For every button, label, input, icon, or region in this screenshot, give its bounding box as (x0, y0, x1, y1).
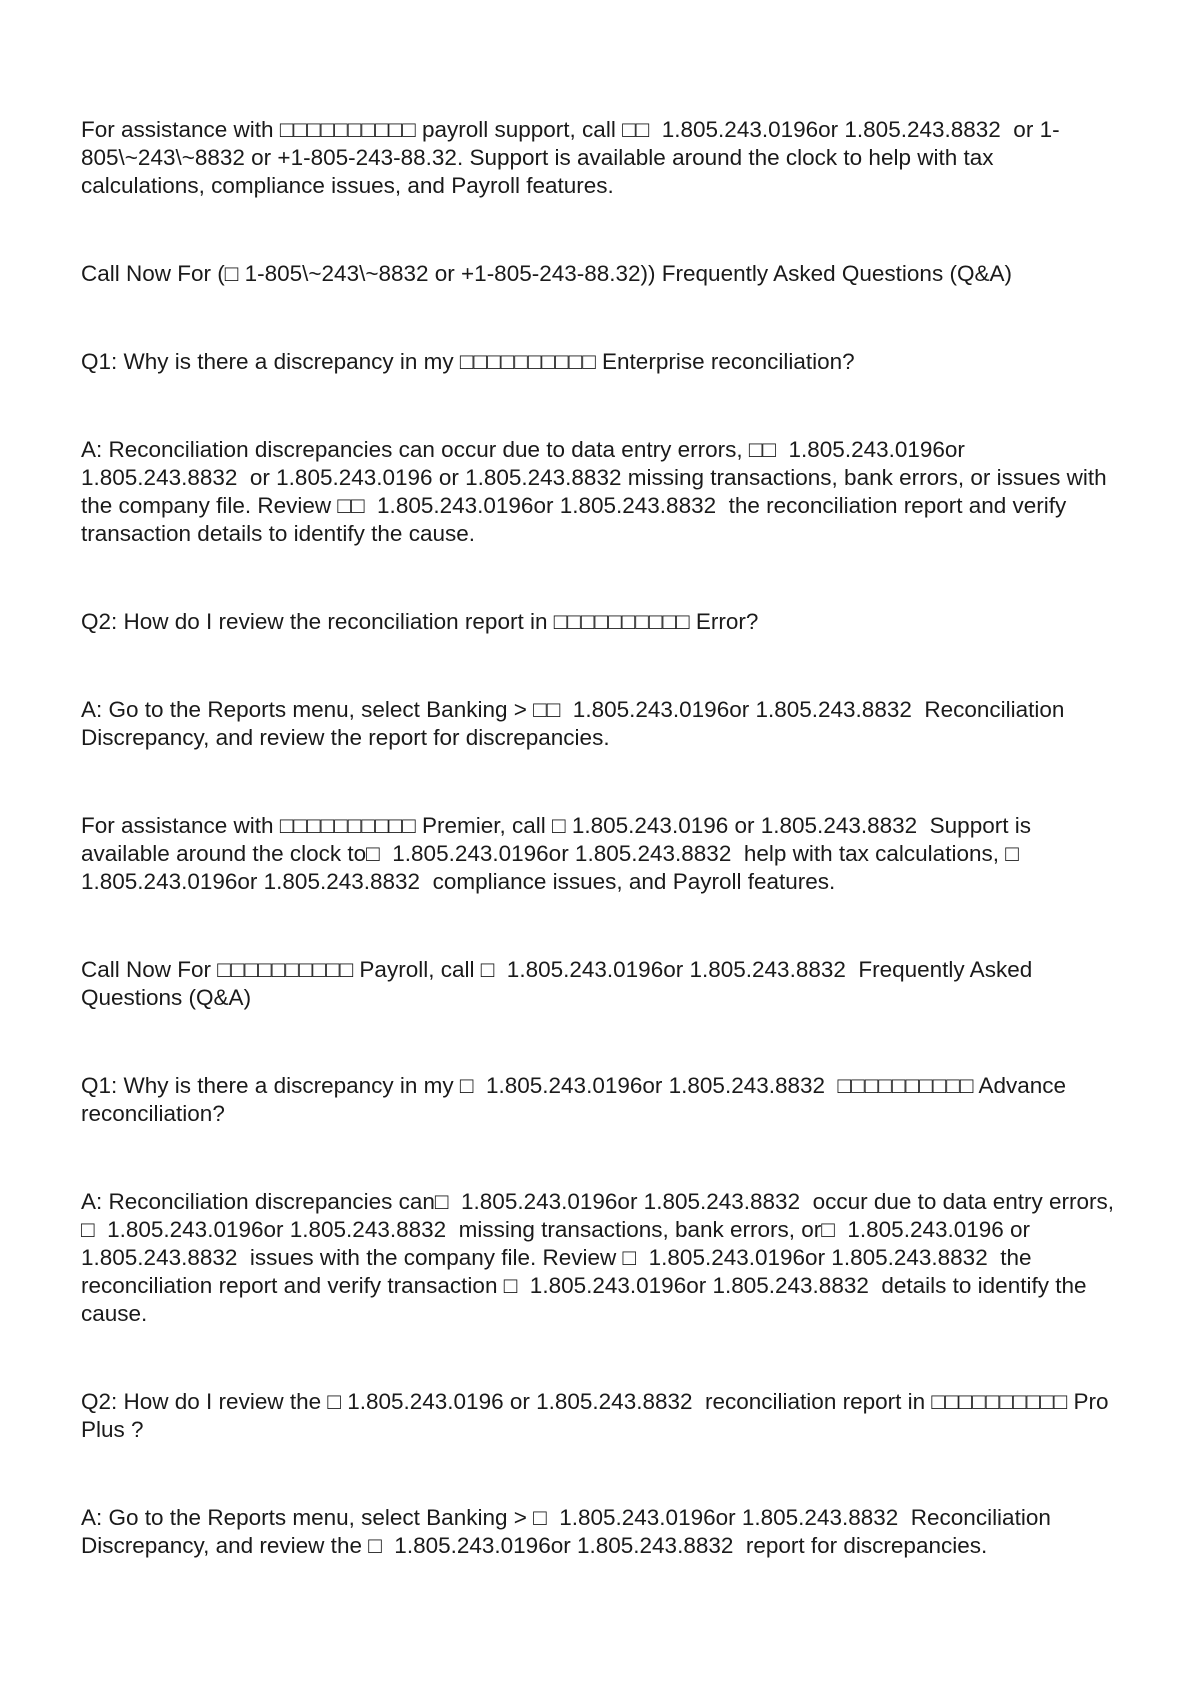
call-now-payroll-heading: Call Now For □□□□□□□□□□ Payroll, call □ 1.805.243.0196or 1.805.243.8832 Frequently Asked Questions (Q&A) (81, 957, 1039, 1010)
intro-paragraph: For assistance with □□□□□□□□□□ payroll support, call □□ 1.805.243.0196or 1.805.243.8832 or 1-805\~243\~8832 or +1-805-243-88.32. Support is available around the clock to help with tax calculations, compliance issues, and Payroll features. (81, 117, 1060, 198)
document-body (81, 116, 1121, 1560)
answer-3: A: Reconciliation discrepancies can□ 1.805.243.0196or 1.805.243.8832 occur due to data entry errors, □ 1.805.243.0196or 1.805.243.8832 missing transactions, bank errors, or□ 1.805.243.0196 or 1.805.243.8832 issues with the company file. Review □ 1.805.243.0196or 1.805.243.8832 the reconciliation report and verify transaction □ 1.805.243.0196or 1.805.243.8832 details to identify the cause. (81, 1189, 1121, 1326)
question-2: Q2: How do I review the reconciliation report in □□□□□□□□□□ Error? (81, 609, 759, 634)
question-3: Q1: Why is there a discrepancy in my □ 1.805.243.0196or 1.805.243.8832 □□□□□□□□□□ Advance reconciliation? (81, 1073, 1073, 1126)
call-now-heading: Call Now For (□ 1-805\~243\~8832 or +1-805-243-88.32)) Frequently Asked Questions (Q&A) (81, 261, 1012, 286)
question-4: Q2: How do I review the □ 1.805.243.0196 or 1.805.243.8832 reconciliation report in □□□□□□□□□□ Pro Plus ? (81, 1389, 1115, 1442)
answer-2: A: Go to the Reports menu, select Banking > □□ 1.805.243.0196or 1.805.243.8832 Reconciliation Discrepancy, and review the report for discrepancies. (81, 697, 1071, 750)
premier-assistance-paragraph: For assistance with □□□□□□□□□□ Premier, call □ 1.805.243.0196 or 1.805.243.8832 Support is available around the clock to□ 1.805.243.0196or 1.805.243.8832 help with tax calculations, □ 1.805.243.0196or 1.805.243.8832 compliance issues, and Payroll features. (81, 813, 1038, 894)
answer-1: A: Reconciliation discrepancies can occur due to data entry errors, □□ 1.805.243.0196or 1.805.243.8832 or 1.805.243.0196 or 1.805.243.8832 missing transactions, bank errors, or issues with the company file. Review □□ 1.805.243.0196or 1.805.243.8832 the reconciliation report and verify transaction details to identify the cause. (81, 437, 1113, 546)
question-1: Q1: Why is there a discrepancy in my □□□□□□□□□□ Enterprise reconciliation? (81, 349, 855, 374)
answer-4: A: Go to the Reports menu, select Banking > □ 1.805.243.0196or 1.805.243.8832 Reconciliation Discrepancy, and review the □ 1.805.243.0196or 1.805.243.8832 report for discrepancies. (81, 1505, 1058, 1558)
